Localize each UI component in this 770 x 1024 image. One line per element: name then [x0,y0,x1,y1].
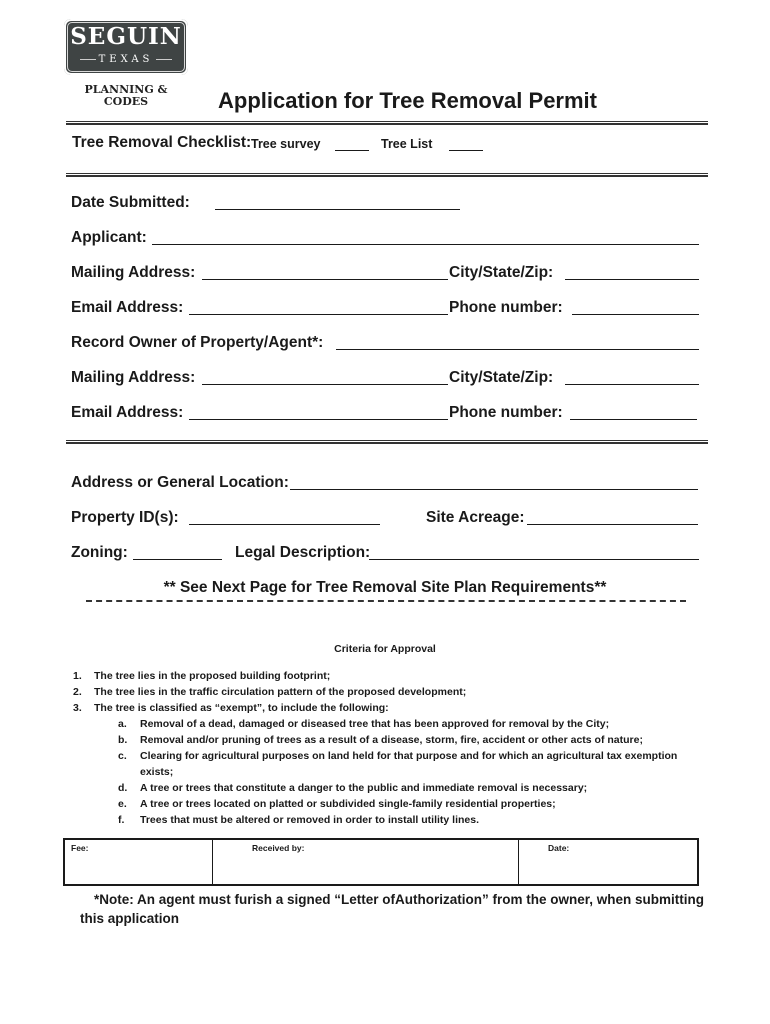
date-label: Date: [548,843,570,853]
phone-number-field-2[interactable] [570,419,697,420]
list-item-number: a. [118,718,127,730]
dept-line-2: CODES [103,95,149,108]
legal-description-label: Legal Description: [235,544,371,561]
list-item-text: A tree or trees that constitute a danger to the public and immediate removal is necessary; [140,782,588,794]
city-state-zip-label-1: City/State/Zip: [449,264,554,281]
note-line-2: this application [80,911,180,926]
legal-description-field[interactable] [369,559,699,560]
fee-label: Fee: [71,843,89,853]
list-item-text: Removal of a dead, damaged or diseased tree that has been approved for removal by the City; [140,718,610,730]
logo-sub-text: TEXAS [64,54,188,66]
mailing-address-label-1: Mailing Address: [71,264,196,281]
property-id-field[interactable] [189,524,380,525]
list-item-text: The tree lies in the proposed building footprint; [94,670,331,682]
site-acreage-field[interactable] [527,524,698,525]
department-name [64,84,188,108]
applicant-field[interactable] [152,244,699,245]
city-state-zip-field-2[interactable] [565,384,699,385]
zoning-field[interactable] [133,559,222,560]
applicant-label: Applicant: [71,229,147,246]
agent-authorization-note [80,890,705,928]
list-item-number: c. [118,750,127,762]
list-item-text: Removal and/or pruning of trees as a result of a disease, storm, fire, accident or other acts of nature; [140,734,643,746]
fee-cell[interactable] [65,840,213,884]
list-item-continuation [118,764,718,780]
address-location-label: Address or General Location: [71,474,289,491]
dept-line-1: PLANNING & [84,83,168,96]
site-acreage-label: Site Acreage: [426,509,525,526]
checklist-tree-survey: Tree survey [251,137,321,151]
list-item-text: Clearing for agricultural purposes on land held for that purpose and for which an agricultural tax exemption [140,750,678,762]
phone-number-label-1: Phone number: [449,299,563,316]
list-item-text: A tree or trees located on platted or subdivided single-family residential properties; [140,798,556,810]
criteria-title: Criteria for Approval [334,643,436,655]
record-owner-field[interactable] [336,349,699,350]
page-title: Application for Tree Removal Permit [218,88,597,113]
received-by-label: Received by: [252,843,305,853]
list-item-text-cont: exists; [140,766,174,778]
list-item [73,684,713,700]
city-state-zip-label-2: City/State/Zip: [449,369,554,386]
tree-survey-field[interactable] [335,150,369,151]
phone-number-label-2: Phone number: [449,404,563,421]
list-item-number: f. [118,814,125,826]
list-item-number: b. [118,734,128,746]
list-item [118,780,718,796]
property-id-label: Property ID(s): [71,509,179,526]
checklist-tree-list: Tree List [381,137,433,151]
list-item [118,748,718,764]
mailing-address-field-1[interactable] [202,279,448,280]
list-item-text: Trees that must be altered or removed in order to install utility lines. [140,814,479,826]
divider-top [66,121,708,125]
seguin-logo [64,19,188,75]
mailing-address-label-2: Mailing Address: [71,369,196,386]
email-address-field-2[interactable] [189,419,448,420]
date-submitted-field[interactable] [215,209,460,210]
divider-checklist [66,173,708,177]
list-item [73,700,713,716]
divider-applicant [66,440,708,444]
list-item-number: e. [118,798,127,810]
address-location-field[interactable] [290,489,698,490]
list-item [73,668,713,684]
email-address-label-2: Email Address: [71,404,184,421]
city-state-zip-field-1[interactable] [565,279,699,280]
see-next-page-note: ** See Next Page for Tree Removal Site Plan Requirements** [163,579,607,596]
list-item-number: 1. [73,670,82,682]
received-by-cell[interactable] [212,840,519,884]
email-address-field-1[interactable] [189,314,448,315]
mailing-address-field-2[interactable] [202,384,448,385]
list-item [118,796,718,812]
zoning-label: Zoning: [71,544,128,561]
date-cell[interactable] [518,840,697,884]
email-address-label-1: Email Address: [71,299,184,316]
checklist-label: Tree Removal Checklist: [72,134,252,151]
list-item [118,716,718,732]
phone-number-field-1[interactable] [572,314,699,315]
record-owner-label: Record Owner of Property/Agent*: [71,334,324,351]
list-item [118,732,718,748]
note-line-1: *Note: An agent must furish a signed “Letter ofAuthorization” from the owner, when submitting [94,892,705,907]
list-item [118,812,718,828]
logo-main-text: SEGUIN [70,23,182,50]
tree-list-field[interactable] [449,150,483,151]
list-item-number: d. [118,782,128,794]
dashed-separator [86,600,686,602]
list-item-text: The tree lies in the traffic circulation pattern of the proposed development; [94,686,467,698]
date-submitted-label: Date Submitted: [71,194,190,211]
list-item-number: 3. [73,702,82,714]
office-use-box [63,838,699,886]
list-item-text: The tree is classified as “exempt”, to include the following: [94,702,389,714]
list-item-number: 2. [73,686,82,698]
criteria-list [73,668,713,716]
exempt-sublist [118,716,718,828]
